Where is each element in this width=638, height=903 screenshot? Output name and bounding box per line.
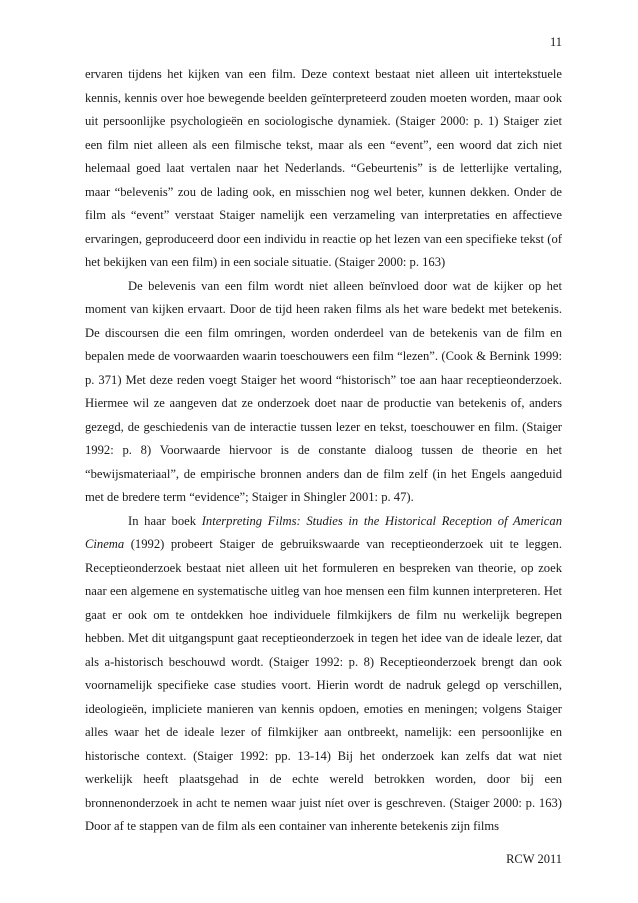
paragraph-text: De belevenis van een film wordt niet alleen beïnvloed door wat de kijker op het moment van kijken ervaart. Door de tijd heen raken films als het ware bedekt met betekenis. De discoursen die een film omringen, worden onderdeel van de betekenis van de film en bepalen mede de voorwaarden waarin toeschouwers een film “lezen”. (Cook & Bernink 1999: p. 371) Met deze reden voegt Staiger het woord “historisch” toe aan haar receptieonderzoek. Hiermee wil ze aangeven dat ze onderzoek doet naar de productie van betekenis of, anders gezegd, de geschiedenis van de interactie tussen lezer en tekst, toeschouwer en film. (Staiger 1992: p. 8) Voorwaarde hiervoor is de constante dialoog tussen de theorie en het “bewijsmateriaal”, de empirische bronnen anders dan de film zelf (in het Engels aangeduid met de bredere term “evidence”; Staiger in Shingler 2001: p. 47).	[85, 278, 562, 504]
paragraph-text: In haar boek	[128, 513, 202, 528]
footer-label: RCW 2011	[506, 852, 562, 866]
book-title: Interpreting Films: Studies in the Historical Reception of American Cinema	[85, 513, 562, 551]
paragraph-1	[85, 63, 562, 275]
body-text	[85, 63, 562, 839]
paragraph-text: (1992) probeert Staiger de gebruikswaarde van receptieonderzoek uit te leggen. Receptieonderzoek bestaat niet alleen uit het formuleren en bespreken van theorie, op zoek naar een algemene en systematische uitleg van hoe mensen een film kunnen interpreteren. Het gaat er ook om te ontdekken hoe individuele filmkijkers de film nu werkelijk begrepen hebben. Met dit uitgangspunt gaat receptieonderzoek in tegen het idee van de ideale lezer, dat als a-historisch beschouwd wordt. (Staiger 1992: p. 8) Receptieonderzoek brengt dan ook voornamelijk specifieke case studies voort. Hierin wordt de nadruk gelegd op verschillen, ideologieën, impliciete manieren van kennis opdoen, emoties en meningen; volgens Staiger alles waar het de ideale lezer of filmkijker aan ontbreekt, namelijk: een persoonlijke en historische context. (Staiger 1992: pp. 13-14) Bij het onderzoek kan zelfs dat wat niet werkelijk heeft plaatsgehad in de echte wereld betrokken worden, door bij een bronnenonderzoek in acht te nemen waar juist níet over is geschreven. (Staiger 2000: p. 163) Door af te stappen van de film als een container van inherente betekenis zijn films	[85, 537, 562, 833]
paragraph-2	[85, 275, 562, 510]
paragraph-3	[85, 510, 562, 839]
page-number: 11	[549, 35, 562, 49]
paragraph-text: ervaren tijdens het kijken van een film. Deze context bestaat niet alleen uit intertekstuele kennis, kennis over hoe bewegende beelden geïnterpreteerd zouden moeten worden, maar ook uit persoonlijke psychologieën en sociologische dynamiek. (Staiger 2000: p. 1) Staiger ziet een film niet alleen als een filmische tekst, maar als een “event”, een woord dat zich niet helemaal goed laat vertalen naar het Nederlands. “Gebeurtenis” is de letterlijke vertaling, maar “belevenis” zou de lading ook, en misschien nog wel beter, kunnen dekken. Onder de film als “event” verstaat Staiger namelijk een verzameling van interpretaties en affectieve ervaringen, geproduceerd door een individu in reactie op het lezen van een specifieke tekst (of het bekijken van een film) in een sociale situatie. (Staiger 2000: p. 163)	[85, 67, 562, 269]
